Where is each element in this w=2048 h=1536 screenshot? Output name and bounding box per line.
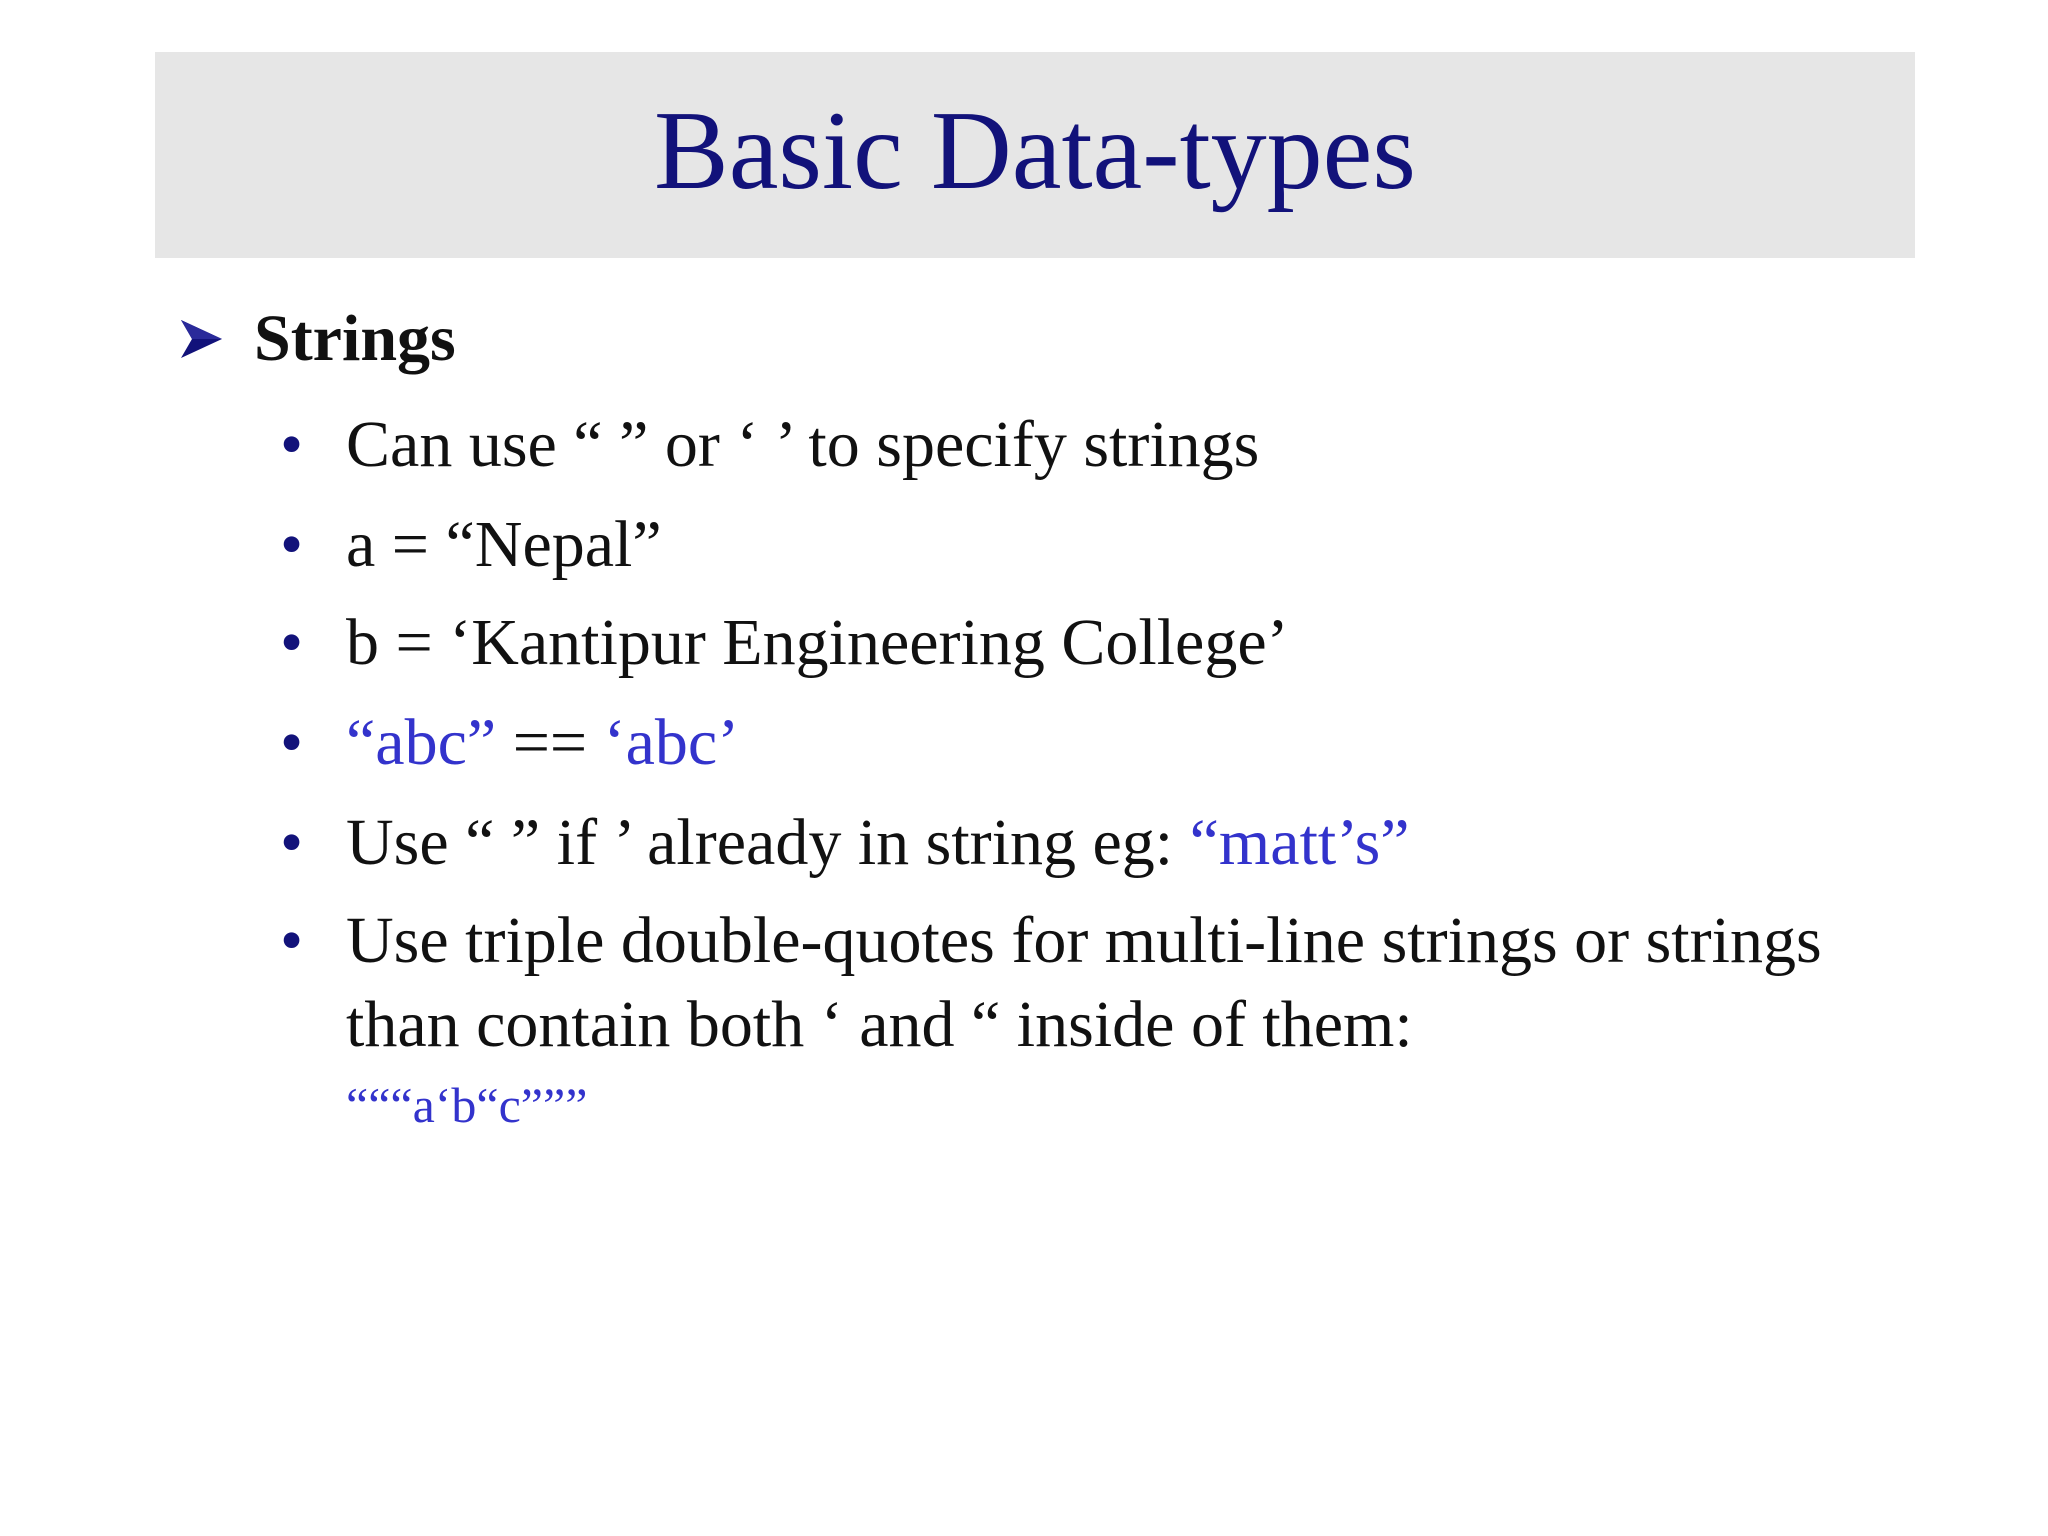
bullet-text: a = “Nepal” (346, 508, 662, 581)
bullet-dot: • (280, 606, 304, 679)
code-string-double: “abc” (346, 706, 497, 779)
bullet-dot: • (280, 408, 304, 481)
slide-title: Basic Data-types (654, 89, 1416, 213)
heading-strings: Strings (254, 302, 456, 375)
arrowhead-icon (178, 316, 224, 362)
bullet-dot: • (280, 508, 304, 581)
bullet-text: b = ‘Kantipur Engineering College’ (346, 606, 1289, 679)
equals-operator: == (496, 706, 604, 779)
bullet-text (346, 806, 1410, 879)
bullet-text-plain: Use “ ” if ’ already in string eg: (346, 806, 1190, 879)
code-string-single: ‘abc’ (603, 706, 740, 779)
heading-item (178, 302, 456, 375)
bullet-dot: • (280, 706, 304, 779)
bullet-dot: • (280, 904, 304, 977)
bullet-dot: • (280, 806, 304, 879)
bullet-text-line2: than contain both ‘ and “ inside of them: (346, 988, 1413, 1061)
bullet-text-line1: Use triple double-quotes for multi-line strings or strings (346, 904, 1822, 977)
code-example: “matt’s” (1189, 806, 1410, 879)
code-triple-quote-example: “““a‘b“c””” (346, 1077, 588, 1133)
bullet-text (346, 706, 740, 779)
bullet-text: Can use “ ” or ‘ ’ to specify strings (346, 408, 1260, 481)
